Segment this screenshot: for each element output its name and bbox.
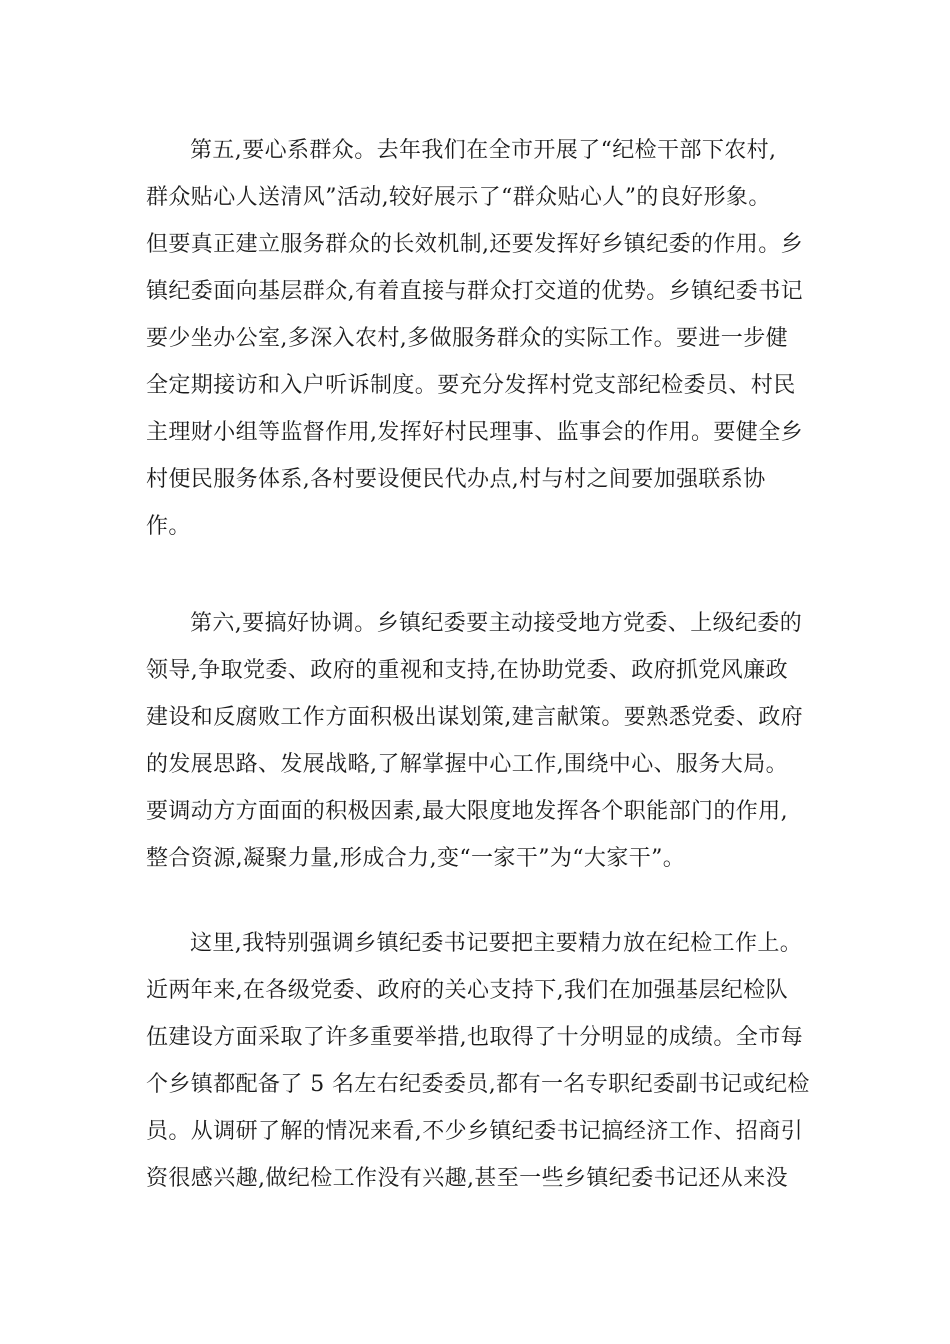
text-line: 但要真正建立服务群众的长效机制,还要发挥好乡镇纪委的作用。乡 — [146, 232, 803, 257]
text-line: 伍建设方面采取了许多重要举措,也取得了十分明显的成绩。全市每 — [146, 1025, 803, 1050]
text-line: 员。从调研了解的情况来看,不少乡镇纪委书记搞经济工作、招商引 — [146, 1119, 803, 1144]
paragraph-fifth-point — [146, 127, 811, 550]
text-line: 整合资源,凝聚力量,形成合力,变“一家干”为“大家干”。 — [146, 846, 686, 871]
text-line: 要少坐办公室,多深入农村,多做服务群众的实际工作。要进一步健 — [146, 326, 788, 351]
text-line: 这里,我特别强调乡镇纪委书记要把主要精力放在纪检工作上。 — [190, 931, 803, 956]
text-line: 要调动方方面面的积极因素,最大限度地发挥各个职能部门的作用, — [146, 799, 788, 824]
text-line: 作。 — [146, 514, 191, 539]
text-line: 资很感兴趣,做纪检工作没有兴趣,甚至一些乡镇纪委书记还从来没 — [146, 1166, 788, 1191]
text-line: 的发展思路、发展战略,了解掌握中心工作,围绕中心、服务大局。 — [146, 752, 788, 777]
text-line: 建设和反腐败工作方面积极出谋划策,建言献策。要熟悉党委、政府 — [146, 705, 803, 730]
text-line: 领导,争取党委、政府的重视和支持,在协助党委、政府抓党风廉政 — [146, 658, 788, 683]
paragraph-emphasis — [146, 920, 811, 1202]
text-line: 近两年来,在各级党委、政府的关心支持下,我们在加强基层纪检队 — [146, 978, 788, 1003]
text-line: 群众贴心人送清风”活动,较好展示了“群众贴心人”的良好形象。 — [146, 185, 771, 210]
text-line: 第五,要心系群众。去年我们在全市开展了“纪检干部下农村, — [190, 138, 777, 163]
text-line: 村便民服务体系,各村要设便民代办点,村与村之间要加强联系协 — [146, 467, 766, 492]
text-line: 主理财小组等监督作用,发挥好村民理事、监事会的作用。要健全乡 — [146, 420, 803, 445]
text-line: 镇纪委面向基层群众,有着直接与群众打交道的优势。乡镇纪委书记 — [146, 279, 803, 304]
paragraph-sixth-point — [146, 600, 811, 882]
text-line: 个乡镇都配备了 5 名左右纪委委员,都有一名专职纪委副书记或纪检 — [146, 1072, 810, 1097]
text-line: 全定期接访和入户听诉制度。要充分发挥村党支部纪检委员、村民 — [146, 373, 796, 398]
text-line: 第六,要搞好协调。乡镇纪委要主动接受地方党委、上级纪委的 — [190, 611, 803, 636]
